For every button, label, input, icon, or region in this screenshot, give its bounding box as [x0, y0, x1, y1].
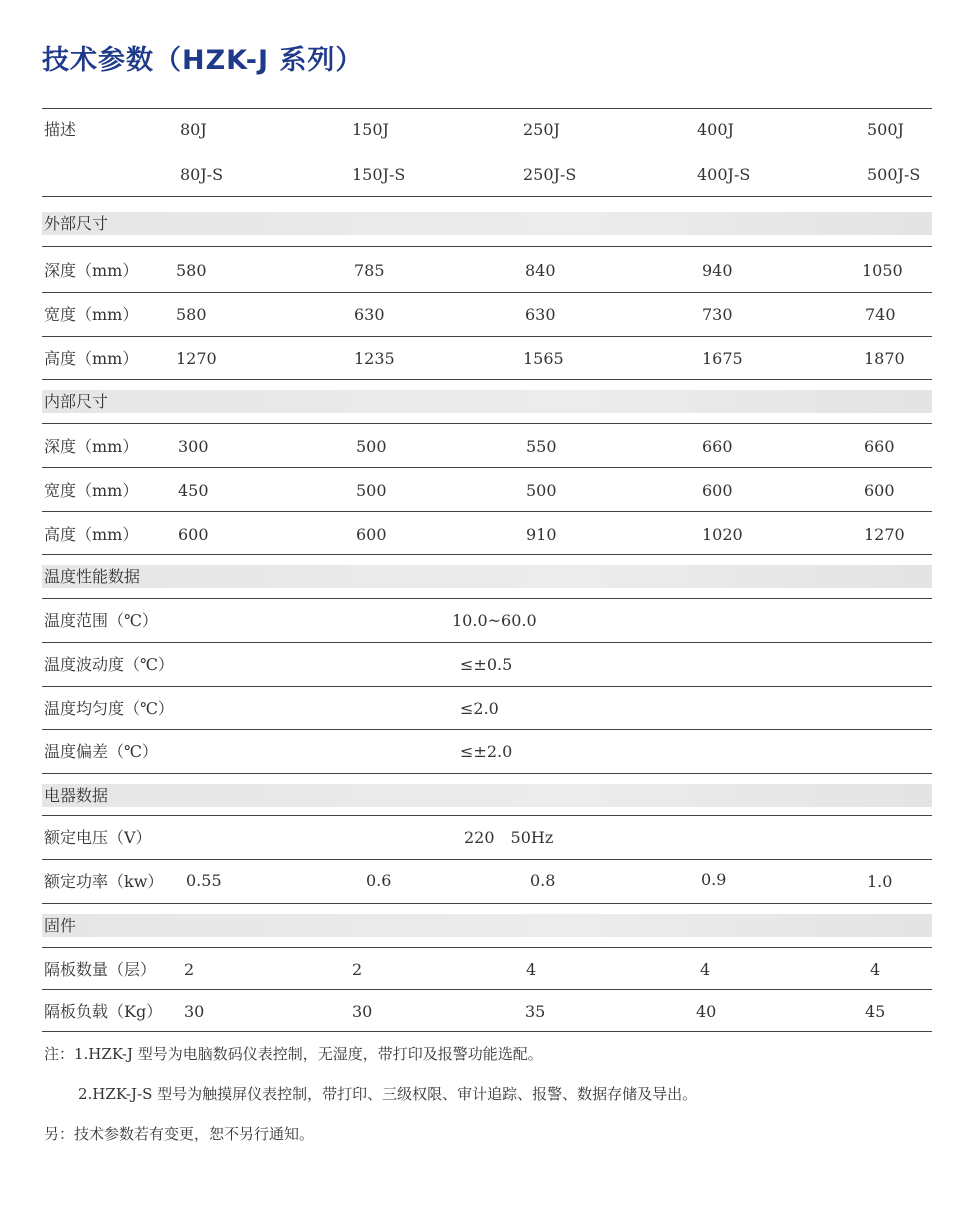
table-cell: ≤±2.0 [460, 742, 513, 761]
section-title-temperature: 温度性能数据 [44, 567, 141, 586]
table-cell: 4 [700, 960, 711, 979]
table-cell: 1675 [702, 349, 743, 368]
row-rule [42, 642, 932, 643]
table-cell: 4 [870, 960, 881, 979]
row-label: 温度范围（℃） [44, 611, 158, 630]
row-label: 额定功率（kw） [44, 872, 164, 891]
table-cell: 1870 [864, 349, 905, 368]
table-cell: 600 [702, 481, 733, 500]
table-cell: 580 [176, 305, 207, 324]
table-cell: 630 [354, 305, 385, 324]
table-cell: 600 [864, 481, 895, 500]
section-band [42, 390, 932, 413]
table-cell: 0.6 [366, 871, 392, 890]
table-cell: 4 [526, 960, 537, 979]
row-rule [42, 423, 932, 424]
table-cell: 740 [865, 305, 896, 324]
header-label: 描述 [44, 120, 77, 139]
section-title-external: 外部尺寸 [44, 214, 109, 233]
section-band [42, 565, 932, 588]
header-model: 400J [697, 120, 734, 139]
table-cell: 10.0~60.0 [452, 611, 537, 630]
row-label: 额定电压（V） [44, 828, 152, 847]
row-rule [42, 903, 932, 904]
table-cell: 40 [696, 1002, 717, 1021]
table-cell: 600 [178, 525, 209, 544]
section-title-fixtures: 固件 [44, 916, 77, 935]
row-rule [42, 989, 932, 990]
row-rule [42, 729, 932, 730]
table-cell: 840 [525, 261, 556, 280]
row-label: 高度（mm） [44, 349, 139, 368]
table-cell: 500 [356, 481, 387, 500]
header-model: 80J [180, 120, 207, 139]
section-band [42, 212, 932, 235]
row-rule [42, 815, 932, 816]
row-label: 隔板数量（层） [44, 960, 157, 979]
table-cell: 730 [702, 305, 733, 324]
section-title-electrical: 电器数据 [44, 786, 109, 805]
table-cell: ≤2.0 [460, 699, 499, 718]
header-model-s: 400J-S [697, 165, 751, 184]
row-rule [42, 246, 932, 247]
table-cell: 1020 [702, 525, 743, 544]
table-top-rule [42, 108, 932, 109]
row-rule [42, 554, 932, 555]
table-cell: 500 [526, 481, 557, 500]
table-cell: 660 [864, 437, 895, 456]
table-cell: 1270 [176, 349, 217, 368]
row-rule [42, 379, 932, 380]
table-cell: 0.8 [530, 871, 556, 890]
row-rule [42, 598, 932, 599]
row-rule [42, 859, 932, 860]
header-model-s: 150J-S [352, 165, 406, 184]
header-model: 150J [352, 120, 389, 139]
header-model-s: 80J-S [180, 165, 224, 184]
row-rule [42, 773, 932, 774]
table-cell: ≤±0.5 [460, 655, 513, 674]
row-label: 深度（mm） [44, 437, 139, 456]
row-label: 温度均匀度（℃） [44, 699, 174, 718]
page-title: 技术参数（HZK-J 系列） [42, 45, 364, 76]
table-cell: 630 [525, 305, 556, 324]
table-cell: 2 [184, 960, 195, 979]
header-model-s: 500J-S [867, 165, 921, 184]
row-label: 宽度（mm） [44, 305, 139, 324]
table-cell: 500 [356, 437, 387, 456]
table-cell: 785 [354, 261, 385, 280]
row-rule [42, 511, 932, 512]
table-cell: 1270 [864, 525, 905, 544]
table-cell: 450 [178, 481, 209, 500]
row-rule [42, 686, 932, 687]
section-band [42, 914, 932, 937]
section-title-internal: 内部尺寸 [44, 392, 109, 411]
table-cell: 1565 [523, 349, 564, 368]
table-bottom-rule [42, 1031, 932, 1032]
row-label: 温度波动度（℃） [44, 655, 174, 674]
table-cell: 30 [352, 1002, 373, 1021]
table-cell: 940 [702, 261, 733, 280]
row-rule [42, 467, 932, 468]
table-cell: 580 [176, 261, 207, 280]
row-label: 深度（mm） [44, 261, 139, 280]
table-cell: 35 [525, 1002, 546, 1021]
row-label: 宽度（mm） [44, 481, 139, 500]
row-rule [42, 292, 932, 293]
table-cell: 220 50Hz [464, 828, 554, 847]
header-model: 250J [523, 120, 560, 139]
table-cell: 600 [356, 525, 387, 544]
table-cell: 0.55 [186, 871, 222, 890]
table-cell: 0.9 [701, 870, 727, 889]
table-cell: 910 [526, 525, 557, 544]
table-cell: 1050 [862, 261, 903, 280]
header-model-s: 250J-S [523, 165, 577, 184]
table-cell: 1.0 [867, 872, 893, 891]
table-cell: 550 [526, 437, 557, 456]
header-model: 500J [867, 120, 904, 139]
table-cell: 45 [865, 1002, 886, 1021]
note-1: 注：1.HZK-J 型号为电脑数码仪表控制，无湿度，带打印及报警功能选配。 [44, 1045, 543, 1063]
table-cell: 2 [352, 960, 363, 979]
row-label: 高度（mm） [44, 525, 139, 544]
table-cell: 30 [184, 1002, 205, 1021]
note-2: 2.HZK-J-S 型号为触摸屏仪表控制，带打印、三级权限、审计追踪、报警、数据存储及导出。 [78, 1085, 698, 1103]
note-3: 另：技术参数若有变更，恕不另行通知。 [44, 1125, 315, 1143]
section-band [42, 784, 932, 807]
row-rule [42, 336, 932, 337]
table-cell: 300 [178, 437, 209, 456]
row-label: 隔板负载（Kg） [44, 1002, 163, 1021]
row-label: 温度偏差（℃） [44, 742, 158, 761]
row-rule [42, 196, 932, 197]
table-cell: 660 [702, 437, 733, 456]
row-rule [42, 947, 932, 948]
table-cell: 1235 [354, 349, 395, 368]
